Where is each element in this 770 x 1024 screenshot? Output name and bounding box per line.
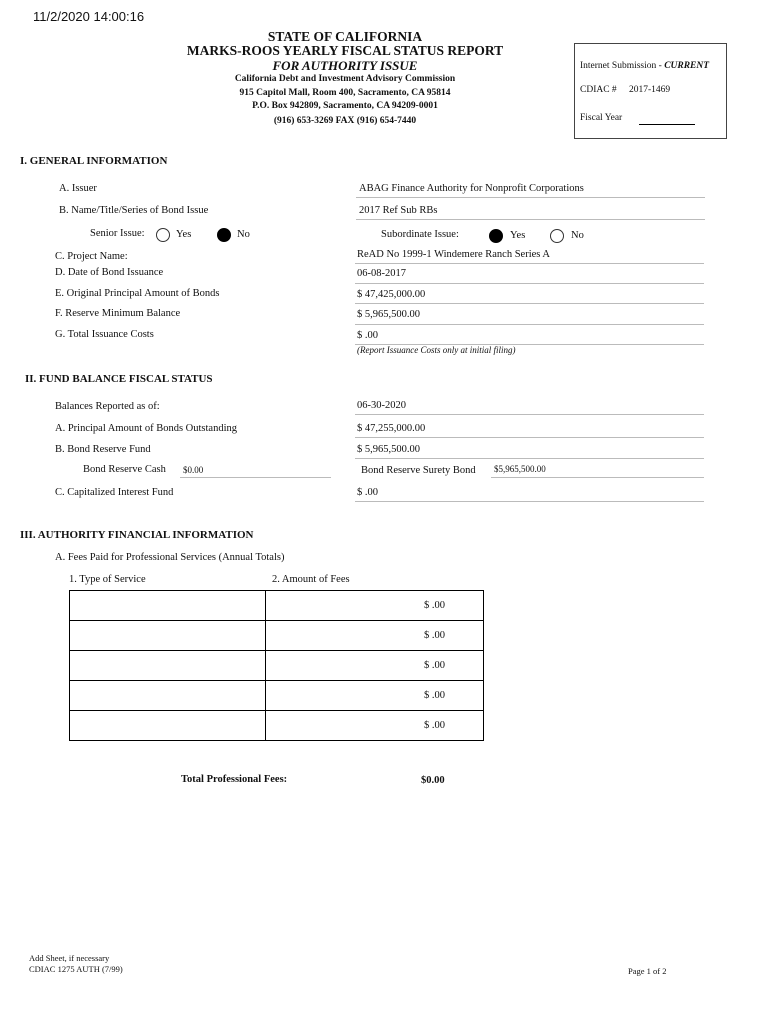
section-authority-financial-heading: III. AUTHORITY FINANCIAL INFORMATION (20, 529, 254, 541)
section-fund-balance-heading: II. FUND BALANCE FISCAL STATUS (25, 373, 213, 385)
principal-outstanding-value: $ 47,255,000.00 (357, 423, 426, 434)
issuance-costs-value: $ .00 (357, 330, 378, 341)
balances-as-of-label: Balances Reported as of: (55, 401, 160, 412)
amount-cell[interactable]: $ .00 (266, 651, 484, 681)
amount-cell[interactable]: $ .00 (266, 711, 484, 741)
senior-no-label: No (237, 229, 250, 240)
bond-reserve-cash-value: $0.00 (183, 465, 204, 475)
surety-bond-underline (491, 477, 704, 478)
senior-yes-radio[interactable] (156, 228, 170, 242)
submission-value: CURRENT (664, 61, 710, 71)
issuance-costs-note: (Report Issuance Costs only at initial filing) (357, 345, 516, 355)
type-of-service-header: 1. Type of Service (69, 574, 146, 585)
issuer-value: ABAG Finance Authority for Nonprofit Corporations (359, 183, 584, 194)
principal-outstanding-label: A. Principal Amount of Bonds Outstanding (55, 423, 237, 434)
bond-name-value: 2017 Ref Sub RBs (359, 205, 438, 216)
capitalized-interest-label: C. Capitalized Interest Fund (55, 487, 174, 498)
amount-cell[interactable]: $ .00 (266, 591, 484, 621)
senior-issue-label: Senior Issue: (90, 228, 145, 239)
professional-fees-table (69, 590, 484, 741)
principal-outstanding-underline (355, 437, 704, 438)
capitalized-interest-value: $ .00 (357, 487, 378, 498)
senior-no-radio[interactable] (217, 228, 231, 242)
balances-as-of-underline (355, 414, 704, 415)
project-name-underline (355, 263, 704, 264)
service-cell[interactable] (70, 621, 266, 651)
section-general-heading: I. GENERAL INFORMATION (20, 155, 168, 167)
org-address-1: 915 Capitol Mall, Room 400, Sacramento, CA 95814 (239, 88, 451, 98)
service-cell[interactable] (70, 711, 266, 741)
senior-yes-label: Yes (176, 229, 192, 240)
capitalized-interest-underline (355, 501, 704, 502)
subordinate-no-label: No (571, 230, 584, 241)
bond-reserve-fund-value: $ 5,965,500.00 (357, 444, 420, 455)
original-principal-underline (355, 303, 704, 304)
professional-fees-label: A. Fees Paid for Professional Services (Annual Totals) (55, 552, 285, 563)
title-state: STATE OF CALIFORNIA (267, 29, 423, 44)
add-sheet-note: Add Sheet, if necessary (29, 953, 110, 963)
reserve-minimum-label: F. Reserve Minimum Balance (55, 308, 181, 319)
original-principal-value: $ 47,425,000.00 (357, 289, 426, 300)
issuer-label: A. Issuer (59, 183, 97, 194)
table-row (70, 711, 484, 741)
balances-as-of-value: 06-30-2020 (357, 400, 406, 411)
issuance-date-underline (355, 283, 704, 284)
submission-status (580, 61, 709, 71)
bond-name-underline (356, 219, 705, 220)
original-principal-label: E. Original Principal Amount of Bonds (55, 288, 220, 299)
subordinate-yes-label: Yes (510, 230, 526, 241)
reserve-minimum-underline (355, 324, 704, 325)
project-name-value: ReAD No 1999-1 Windemere Ranch Series A (357, 249, 551, 260)
title-report: MARKS-ROOS YEARLY FISCAL STATUS REPORT (186, 43, 504, 58)
page-number: Page 1 of 2 (628, 966, 667, 976)
issuer-underline (356, 197, 705, 198)
title-subtitle: FOR AUTHORITY ISSUE (272, 58, 418, 73)
issuance-costs-label: G. Total Issuance Costs (55, 329, 154, 340)
amount-cell[interactable]: $ .00 (266, 621, 484, 651)
print-timestamp: 11/2/2020 14:00:16 (33, 9, 145, 24)
total-fees-label: Total Professional Fees: (181, 774, 288, 785)
subordinate-no-radio[interactable] (550, 229, 564, 243)
service-cell[interactable] (70, 591, 266, 621)
org-address-2: P.O. Box 942809, Sacramento, CA 94209-0001 (252, 101, 438, 111)
bond-reserve-cash-label: Bond Reserve Cash (83, 464, 166, 475)
table-row (70, 591, 484, 621)
amount-of-fees-header: 2. Amount of Fees (272, 574, 350, 585)
bond-reserve-fund-underline (355, 458, 704, 459)
issuance-date-label: D. Date of Bond Issuance (55, 267, 164, 278)
issuance-date-value: 06-08-2017 (357, 268, 406, 279)
project-name-label: C. Project Name: (55, 251, 128, 262)
bond-reserve-fund-label: B. Bond Reserve Fund (55, 444, 151, 455)
form-id: CDIAC 1275 AUTH (7/99) (29, 964, 123, 974)
fiscal-year-field (639, 112, 695, 125)
table-row (70, 681, 484, 711)
org-name: California Debt and Investment Advisory Commission (234, 74, 456, 84)
reserve-minimum-value: $ 5,965,500.00 (357, 309, 420, 320)
service-cell[interactable] (70, 681, 266, 711)
fiscal-year-label: Fiscal Year (580, 113, 623, 123)
amount-cell[interactable]: $ .00 (266, 681, 484, 711)
table-row (70, 621, 484, 651)
cdiac-number: 2017-1469 (629, 85, 671, 95)
subordinate-issue-label: Subordinate Issue: (381, 229, 459, 240)
bond-name-label: B. Name/Title/Series of Bond Issue (59, 205, 209, 216)
total-fees-value: $0.00 (421, 775, 445, 786)
org-phone: (916) 653-3269 FAX (916) 654-7440 (273, 116, 417, 126)
bond-reserve-cash-underline (180, 477, 331, 478)
submission-label: Internet Submission - (580, 61, 665, 71)
service-cell[interactable] (70, 651, 266, 681)
surety-bond-label: Bond Reserve Surety Bond (361, 465, 476, 476)
table-row (70, 651, 484, 681)
cdiac-label: CDIAC # (580, 85, 617, 95)
surety-bond-value: $5,965,500.00 (494, 464, 546, 474)
subordinate-yes-radio[interactable] (489, 229, 503, 243)
